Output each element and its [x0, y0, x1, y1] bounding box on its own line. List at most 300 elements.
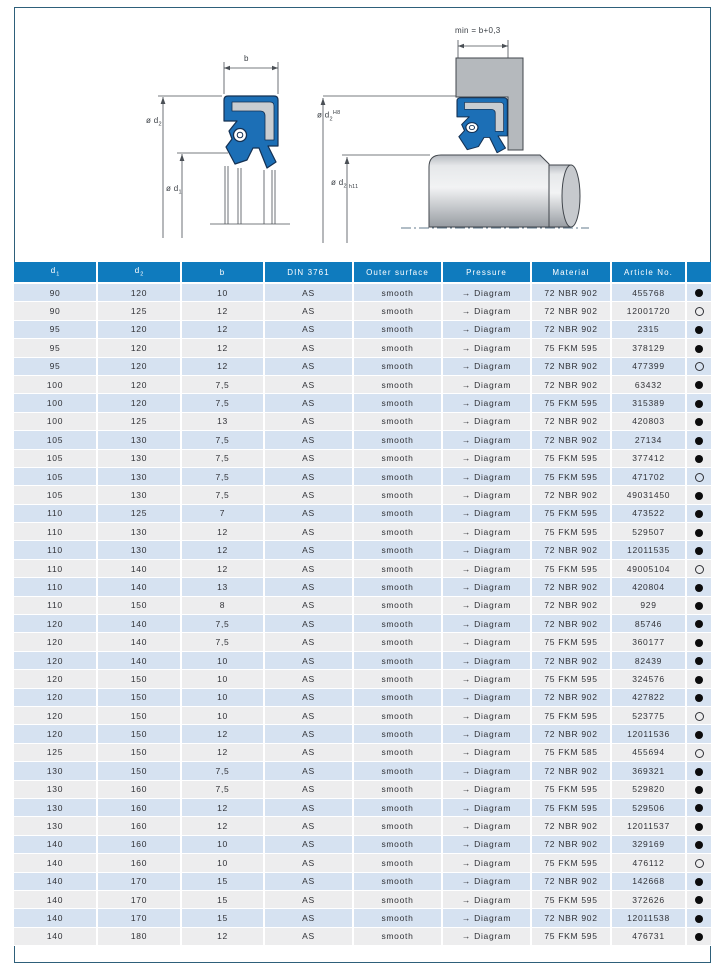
cell-d2: 130: [97, 541, 181, 559]
col-header-pressure: Pressure: [442, 262, 531, 283]
cell-b: 10: [181, 854, 264, 872]
cell-b: 13: [181, 578, 264, 596]
cell-availability: [686, 633, 711, 651]
cell-material: 72 NBR 902: [531, 412, 611, 430]
dim-bore-fit-label: ø $d_2^{H8}$: [317, 110, 341, 123]
availability-filled-icon: [695, 676, 703, 684]
cell-availability: [686, 578, 711, 596]
cell-d2: 150: [97, 743, 181, 761]
cell-material: 75 FKM 595: [531, 854, 611, 872]
cell-d1: 120: [14, 706, 97, 724]
cell-d2: 140: [97, 633, 181, 651]
cell-outer-surface: smooth: [353, 706, 442, 724]
availability-filled-icon: [695, 345, 703, 353]
cell-availability: [686, 872, 711, 890]
cell-article-no: 420804: [611, 578, 686, 596]
cell-outer-surface: smooth: [353, 283, 442, 302]
cell-pressure: → Diagram: [442, 854, 531, 872]
table-row: [14, 559, 711, 577]
cell-d1: 110: [14, 578, 97, 596]
cell-availability: [686, 651, 711, 669]
cell-d2: 160: [97, 780, 181, 798]
cell-outer-surface: smooth: [353, 339, 442, 357]
cell-b: 10: [181, 670, 264, 688]
col-header-outer-surface: Outer surface: [353, 262, 442, 283]
cell-material: 75 FKM 595: [531, 523, 611, 541]
cell-b: 13: [181, 412, 264, 430]
cell-availability: [686, 504, 711, 522]
cell-din: AS: [264, 688, 353, 706]
cell-availability: [686, 375, 711, 393]
cell-b: 7,5: [181, 467, 264, 485]
cell-d2: 130: [97, 486, 181, 504]
cell-pressure: → Diagram: [442, 412, 531, 430]
table-row: [14, 762, 711, 780]
cell-article-no: 529506: [611, 798, 686, 816]
cell-din: AS: [264, 559, 353, 577]
seal-spec-table: [14, 262, 711, 946]
cell-article-no: 315389: [611, 394, 686, 412]
cell-din: AS: [264, 523, 353, 541]
cell-outer-surface: smooth: [353, 394, 442, 412]
cell-article-no: 476731: [611, 927, 686, 945]
cell-din: AS: [264, 743, 353, 761]
cell-d2: 160: [97, 854, 181, 872]
cell-article-no: 372626: [611, 890, 686, 908]
cell-din: AS: [264, 854, 353, 872]
cell-d2: 150: [97, 688, 181, 706]
cell-b: 15: [181, 909, 264, 927]
cell-d1: 140: [14, 835, 97, 853]
cell-material: 75 FKM 595: [531, 504, 611, 522]
col-header-din: DIN 3761: [264, 262, 353, 283]
cell-material: 72 NBR 902: [531, 817, 611, 835]
table-row: [14, 835, 711, 853]
cell-material: 72 NBR 902: [531, 283, 611, 302]
cell-d1: 130: [14, 780, 97, 798]
cell-d2: 140: [97, 615, 181, 633]
cell-d1: 90: [14, 283, 97, 302]
cell-availability: [686, 890, 711, 908]
table-row: [14, 927, 711, 945]
cell-d2: 150: [97, 725, 181, 743]
table-row: [14, 670, 711, 688]
cell-b: 12: [181, 357, 264, 375]
cell-d1: 140: [14, 927, 97, 945]
cell-d1: 120: [14, 615, 97, 633]
cell-b: 10: [181, 688, 264, 706]
cell-availability: [686, 467, 711, 485]
cell-availability: [686, 725, 711, 743]
cell-d1: 110: [14, 504, 97, 522]
cell-material: 75 FKM 595: [531, 394, 611, 412]
col-header-d2: $d_2$: [97, 262, 181, 283]
spec-table-header: [14, 262, 711, 283]
cell-outer-surface: smooth: [353, 559, 442, 577]
cell-availability: [686, 780, 711, 798]
cell-d2: 130: [97, 467, 181, 485]
cell-pressure: → Diagram: [442, 394, 531, 412]
cell-din: AS: [264, 467, 353, 485]
cell-din: AS: [264, 706, 353, 724]
cell-d2: 160: [97, 817, 181, 835]
cell-d1: 110: [14, 596, 97, 614]
cell-d1: 120: [14, 633, 97, 651]
availability-filled-icon: [695, 639, 703, 647]
cell-availability: [686, 283, 711, 302]
spec-table-body: [14, 283, 711, 946]
left-seal-cross-section: [224, 96, 278, 168]
availability-filled-icon: [695, 823, 703, 831]
cell-material: 75 FKM 595: [531, 449, 611, 467]
cell-material: 72 NBR 902: [531, 596, 611, 614]
cell-b: 12: [181, 541, 264, 559]
cell-d2: 170: [97, 890, 181, 908]
cell-din: AS: [264, 835, 353, 853]
cell-din: AS: [264, 578, 353, 596]
cell-d2: 180: [97, 927, 181, 945]
cell-article-no: 12011536: [611, 725, 686, 743]
cell-d2: 150: [97, 670, 181, 688]
table-row: [14, 486, 711, 504]
cell-din: AS: [264, 927, 353, 945]
cell-article-no: 477399: [611, 357, 686, 375]
cell-outer-surface: smooth: [353, 357, 442, 375]
cell-pressure: → Diagram: [442, 798, 531, 816]
cell-b: 12: [181, 320, 264, 338]
cell-pressure: → Diagram: [442, 633, 531, 651]
cell-availability: [686, 835, 711, 853]
table-row: [14, 706, 711, 724]
cell-d1: 105: [14, 467, 97, 485]
table-row: [14, 817, 711, 835]
availability-open-icon: [695, 362, 704, 371]
cell-d1: 105: [14, 449, 97, 467]
cell-b: 7,5: [181, 449, 264, 467]
cell-din: AS: [264, 633, 353, 651]
cell-article-no: 324576: [611, 670, 686, 688]
cell-pressure: → Diagram: [442, 615, 531, 633]
cell-material: 72 NBR 902: [531, 725, 611, 743]
cell-material: 72 NBR 902: [531, 872, 611, 890]
table-row: [14, 504, 711, 522]
cell-article-no: 523775: [611, 706, 686, 724]
table-row: [14, 780, 711, 798]
cell-din: AS: [264, 339, 353, 357]
cell-outer-surface: smooth: [353, 817, 442, 835]
availability-filled-icon: [695, 768, 703, 776]
cell-material: 75 FKM 595: [531, 890, 611, 908]
cell-availability: [686, 854, 711, 872]
cell-pressure: → Diagram: [442, 835, 531, 853]
col-header-material: Material: [531, 262, 611, 283]
cell-d1: 140: [14, 872, 97, 890]
cell-d1: 105: [14, 486, 97, 504]
col-header-d1: $d_1$: [14, 262, 97, 283]
cell-availability: [686, 320, 711, 338]
cell-d2: 125: [97, 302, 181, 320]
availability-filled-icon: [695, 400, 703, 408]
cell-din: AS: [264, 872, 353, 890]
cell-availability: [686, 302, 711, 320]
cell-article-no: 12011538: [611, 909, 686, 927]
cell-pressure: → Diagram: [442, 283, 531, 302]
cell-b: 10: [181, 835, 264, 853]
table-row: [14, 541, 711, 559]
cell-availability: [686, 817, 711, 835]
cell-d1: 95: [14, 339, 97, 357]
cell-pressure: → Diagram: [442, 651, 531, 669]
table-row: [14, 467, 711, 485]
cell-pressure: → Diagram: [442, 523, 531, 541]
cell-availability: [686, 486, 711, 504]
cell-din: AS: [264, 670, 353, 688]
cell-d2: 150: [97, 762, 181, 780]
cell-b: 12: [181, 817, 264, 835]
cell-pressure: → Diagram: [442, 743, 531, 761]
cell-article-no: 27134: [611, 431, 686, 449]
cell-pressure: → Diagram: [442, 449, 531, 467]
cell-article-no: 82439: [611, 651, 686, 669]
cell-b: 12: [181, 339, 264, 357]
availability-filled-icon: [695, 804, 703, 812]
cell-outer-surface: smooth: [353, 302, 442, 320]
cell-d2: 130: [97, 523, 181, 541]
availability-filled-icon: [695, 418, 703, 426]
cell-outer-surface: smooth: [353, 651, 442, 669]
cell-outer-surface: smooth: [353, 412, 442, 430]
cell-din: AS: [264, 431, 353, 449]
cell-d2: 120: [97, 320, 181, 338]
cell-availability: [686, 357, 711, 375]
cell-availability: [686, 688, 711, 706]
cell-availability: [686, 743, 711, 761]
cell-material: 72 NBR 902: [531, 431, 611, 449]
cell-d1: 130: [14, 762, 97, 780]
cell-availability: [686, 431, 711, 449]
cell-outer-surface: smooth: [353, 927, 442, 945]
cell-pressure: → Diagram: [442, 541, 531, 559]
cell-availability: [686, 927, 711, 945]
cell-availability: [686, 596, 711, 614]
cell-availability: [686, 706, 711, 724]
cell-outer-surface: smooth: [353, 688, 442, 706]
cell-d1: 140: [14, 909, 97, 927]
cell-outer-surface: smooth: [353, 541, 442, 559]
cell-availability: [686, 670, 711, 688]
cell-d2: 150: [97, 596, 181, 614]
availability-open-icon: [695, 712, 704, 721]
cell-article-no: 12011535: [611, 541, 686, 559]
availability-filled-icon: [695, 492, 703, 500]
cell-material: 72 NBR 902: [531, 835, 611, 853]
cell-b: 10: [181, 651, 264, 669]
cell-material: 75 FKM 595: [531, 927, 611, 945]
cell-material: 75 FKM 595: [531, 780, 611, 798]
col-header-article-no: Article No.: [611, 262, 686, 283]
table-row: [14, 578, 711, 596]
table-row: [14, 412, 711, 430]
cell-material: 72 NBR 902: [531, 486, 611, 504]
availability-filled-icon: [695, 933, 703, 941]
availability-filled-icon: [695, 547, 703, 555]
table-row: [14, 283, 711, 302]
cell-din: AS: [264, 449, 353, 467]
cell-pressure: → Diagram: [442, 578, 531, 596]
cell-din: AS: [264, 283, 353, 302]
cell-din: AS: [264, 596, 353, 614]
cell-pressure: → Diagram: [442, 670, 531, 688]
cell-pressure: → Diagram: [442, 688, 531, 706]
cell-b: 7,5: [181, 762, 264, 780]
dim-shaft-fit-label: ø $d_2$ $_{h11}$: [331, 178, 359, 190]
right-seal-cross-section: [457, 98, 507, 153]
cell-din: AS: [264, 394, 353, 412]
availability-filled-icon: [695, 878, 703, 886]
cell-pressure: → Diagram: [442, 559, 531, 577]
cell-d2: 130: [97, 449, 181, 467]
cell-outer-surface: smooth: [353, 633, 442, 651]
cell-d2: 120: [97, 283, 181, 302]
cell-material: 75 FKM 595: [531, 670, 611, 688]
cell-din: AS: [264, 486, 353, 504]
cell-b: 7: [181, 504, 264, 522]
cell-pressure: → Diagram: [442, 780, 531, 798]
availability-filled-icon: [695, 896, 703, 904]
cell-d1: 105: [14, 431, 97, 449]
cell-din: AS: [264, 320, 353, 338]
cell-din: AS: [264, 651, 353, 669]
cell-d1: 120: [14, 725, 97, 743]
cell-d2: 160: [97, 798, 181, 816]
cell-pressure: → Diagram: [442, 725, 531, 743]
cell-pressure: → Diagram: [442, 467, 531, 485]
table-row: [14, 743, 711, 761]
cell-article-no: 473522: [611, 504, 686, 522]
availability-filled-icon: [695, 437, 703, 445]
cell-material: 72 NBR 902: [531, 762, 611, 780]
table-row: [14, 357, 711, 375]
cell-b: 12: [181, 927, 264, 945]
cell-din: AS: [264, 615, 353, 633]
dim-d1-label: ø $d_1$: [166, 184, 182, 196]
cell-pressure: → Diagram: [442, 357, 531, 375]
cell-outer-surface: smooth: [353, 449, 442, 467]
cell-material: 72 NBR 902: [531, 320, 611, 338]
table-row: [14, 872, 711, 890]
cell-din: AS: [264, 909, 353, 927]
cell-outer-surface: smooth: [353, 320, 442, 338]
cell-material: 75 FKM 595: [531, 798, 611, 816]
cell-article-no: 49031450: [611, 486, 686, 504]
cell-outer-surface: smooth: [353, 872, 442, 890]
availability-open-icon: [695, 859, 704, 868]
cell-d2: 120: [97, 357, 181, 375]
cell-pressure: → Diagram: [442, 762, 531, 780]
cell-d1: 130: [14, 817, 97, 835]
availability-filled-icon: [695, 786, 703, 794]
cell-material: 75 FKM 585: [531, 743, 611, 761]
cell-pressure: → Diagram: [442, 817, 531, 835]
cell-outer-surface: smooth: [353, 854, 442, 872]
cell-b: 15: [181, 872, 264, 890]
cell-outer-surface: smooth: [353, 762, 442, 780]
cell-article-no: 63432: [611, 375, 686, 393]
cell-material: 72 NBR 902: [531, 688, 611, 706]
cell-article-no: 360177: [611, 633, 686, 651]
availability-filled-icon: [695, 326, 703, 334]
table-row: [14, 725, 711, 743]
cell-din: AS: [264, 725, 353, 743]
cell-pressure: → Diagram: [442, 596, 531, 614]
cell-material: 75 FKM 595: [531, 559, 611, 577]
availability-open-icon: [695, 473, 704, 482]
cell-pressure: → Diagram: [442, 339, 531, 357]
cell-article-no: 420803: [611, 412, 686, 430]
cell-article-no: 12011537: [611, 817, 686, 835]
cell-d1: 110: [14, 523, 97, 541]
cell-availability: [686, 412, 711, 430]
cell-article-no: 476112: [611, 854, 686, 872]
availability-open-icon: [695, 749, 704, 758]
technical-diagrams: [14, 10, 711, 258]
cell-b: 7,5: [181, 780, 264, 798]
cell-b: 10: [181, 706, 264, 724]
cell-outer-surface: smooth: [353, 890, 442, 908]
cell-availability: [686, 339, 711, 357]
availability-filled-icon: [695, 731, 703, 739]
cell-din: AS: [264, 302, 353, 320]
cell-pressure: → Diagram: [442, 504, 531, 522]
dim-min-width-label: min = b+0,3: [455, 26, 501, 35]
table-row: [14, 633, 711, 651]
cell-b: 7,5: [181, 375, 264, 393]
table-row: [14, 431, 711, 449]
cell-outer-surface: smooth: [353, 467, 442, 485]
table-row: [14, 688, 711, 706]
cell-b: 15: [181, 890, 264, 908]
cell-outer-surface: smooth: [353, 578, 442, 596]
cell-material: 72 NBR 902: [531, 357, 611, 375]
cell-material: 72 NBR 902: [531, 375, 611, 393]
cell-outer-surface: smooth: [353, 523, 442, 541]
cell-d1: 100: [14, 375, 97, 393]
cell-material: 75 FKM 595: [531, 633, 611, 651]
cell-outer-surface: smooth: [353, 725, 442, 743]
cell-d2: 120: [97, 394, 181, 412]
cell-b: 10: [181, 283, 264, 302]
table-row: [14, 375, 711, 393]
table-row: [14, 320, 711, 338]
cell-availability: [686, 798, 711, 816]
cell-outer-surface: smooth: [353, 596, 442, 614]
availability-open-icon: [695, 565, 704, 574]
cell-material: 75 FKM 595: [531, 339, 611, 357]
cell-d1: 125: [14, 743, 97, 761]
cell-outer-surface: smooth: [353, 835, 442, 853]
cell-article-no: 378129: [611, 339, 686, 357]
availability-filled-icon: [695, 657, 703, 665]
cell-din: AS: [264, 357, 353, 375]
cell-availability: [686, 909, 711, 927]
cell-d2: 120: [97, 375, 181, 393]
cell-article-no: 85746: [611, 615, 686, 633]
cell-pressure: → Diagram: [442, 486, 531, 504]
cell-pressure: → Diagram: [442, 706, 531, 724]
seal-mounting-drawing: [14, 10, 711, 258]
cell-article-no: 929: [611, 596, 686, 614]
cell-din: AS: [264, 504, 353, 522]
